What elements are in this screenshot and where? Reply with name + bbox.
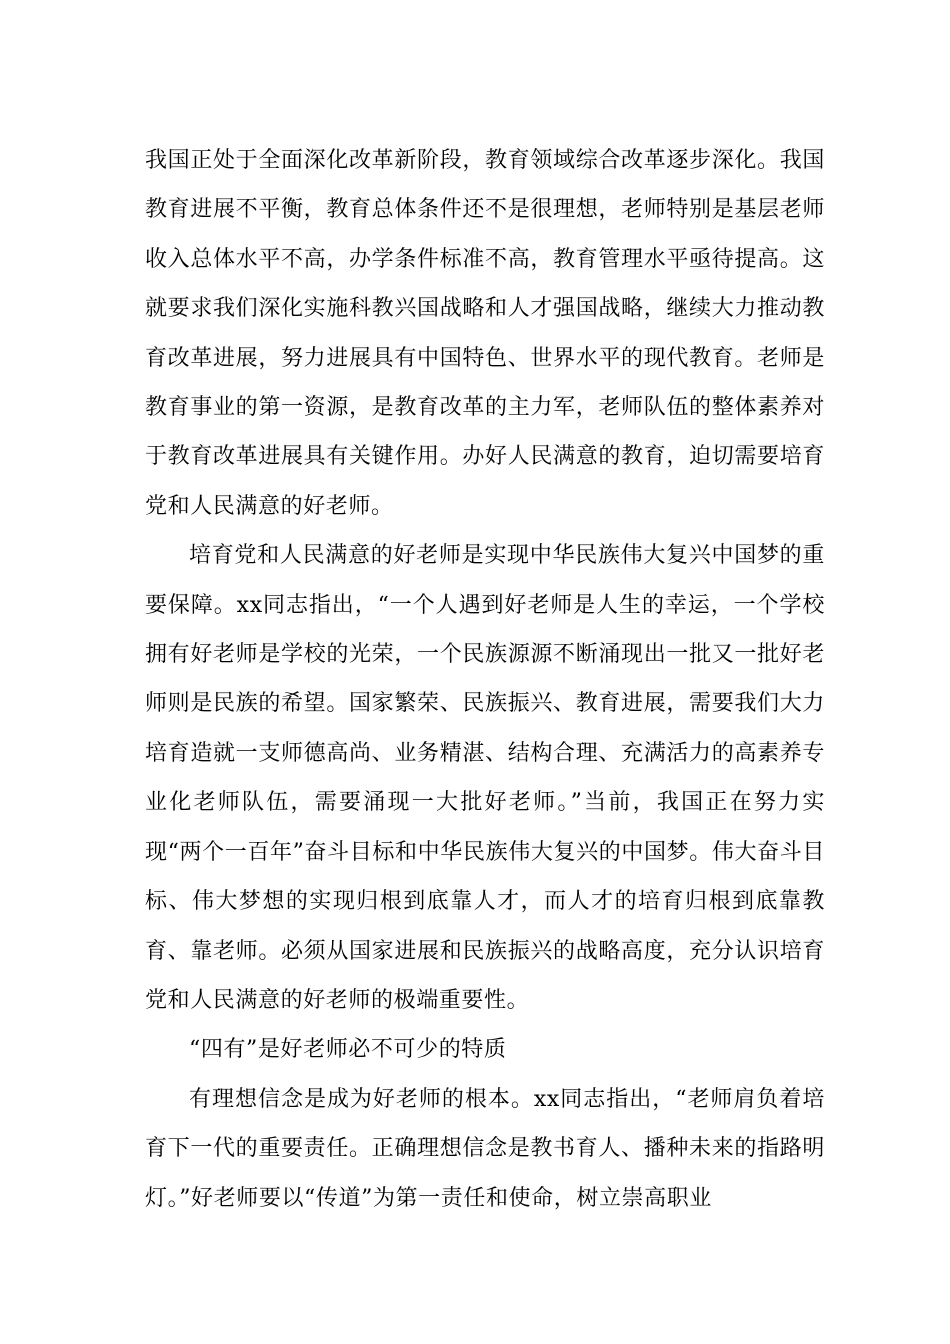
paragraph-good-teacher-importance: 培育党和人民满意的好老师是实现中华民族伟大复兴中国梦的重要保障。xx同志指出，“一个人遇到好老师是人生的幸运，一个学校拥有好老师是学校的光荣，一个民族源源不断涌现出一批又一批好老师则是民族的希望。国家繁荣、民族振兴、教育进展，需要我们大力培育造就一支师德高尚、业务精湛、结构合理、充满活力的高素养专业化老师队伍，需要涌现一大批好老师。”当前，我国正在努力实现“两个一百年”奋斗目标和中华民族伟大复兴的中国梦。伟大奋斗目标、伟大梦想的实现归根到底靠人才，而人才的培育归根到底靠教育、靠老师。必须从国家进展和民族振兴的战略高度，充分认识培育党和人民满意的好老师的极端重要性。: [145, 543, 825, 1013]
paragraph-ideals-beliefs: 有理想信念是成为好老师的根本。xx同志指出，“老师肩负着培育下一代的重要责任。正确理想信念是教书育人、播种未来的指路明灯。”好老师要以“传道”为第一责任和使命，树立崇高职业: [145, 1086, 825, 1211]
section-heading-four-qualities: “四有”是好老师必不可少的特质: [189, 1037, 507, 1063]
document-body: [145, 136, 825, 1223]
paragraph-reform-context: 我国正处于全面深化改革新阶段，教育领域综合改革逐步深化。我国教育进展不平衡，教育总体条件还不是很理想，老师特别是基层老师收入总体水平不高，办学条件标准不高，教育管理水平亟待提高。这就要求我们深化实施科教兴国战略和人才强国战略，继续大力推动教育改革进展，努力进展具有中国特色、世界水平的现代教育。老师是教育事业的第一资源，是教育改革的主力军，老师队伍的整体素养对于教育改革进展具有关键作用。办好人民满意的教育，迫切需要培育党和人民满意的好老师。: [145, 148, 825, 519]
